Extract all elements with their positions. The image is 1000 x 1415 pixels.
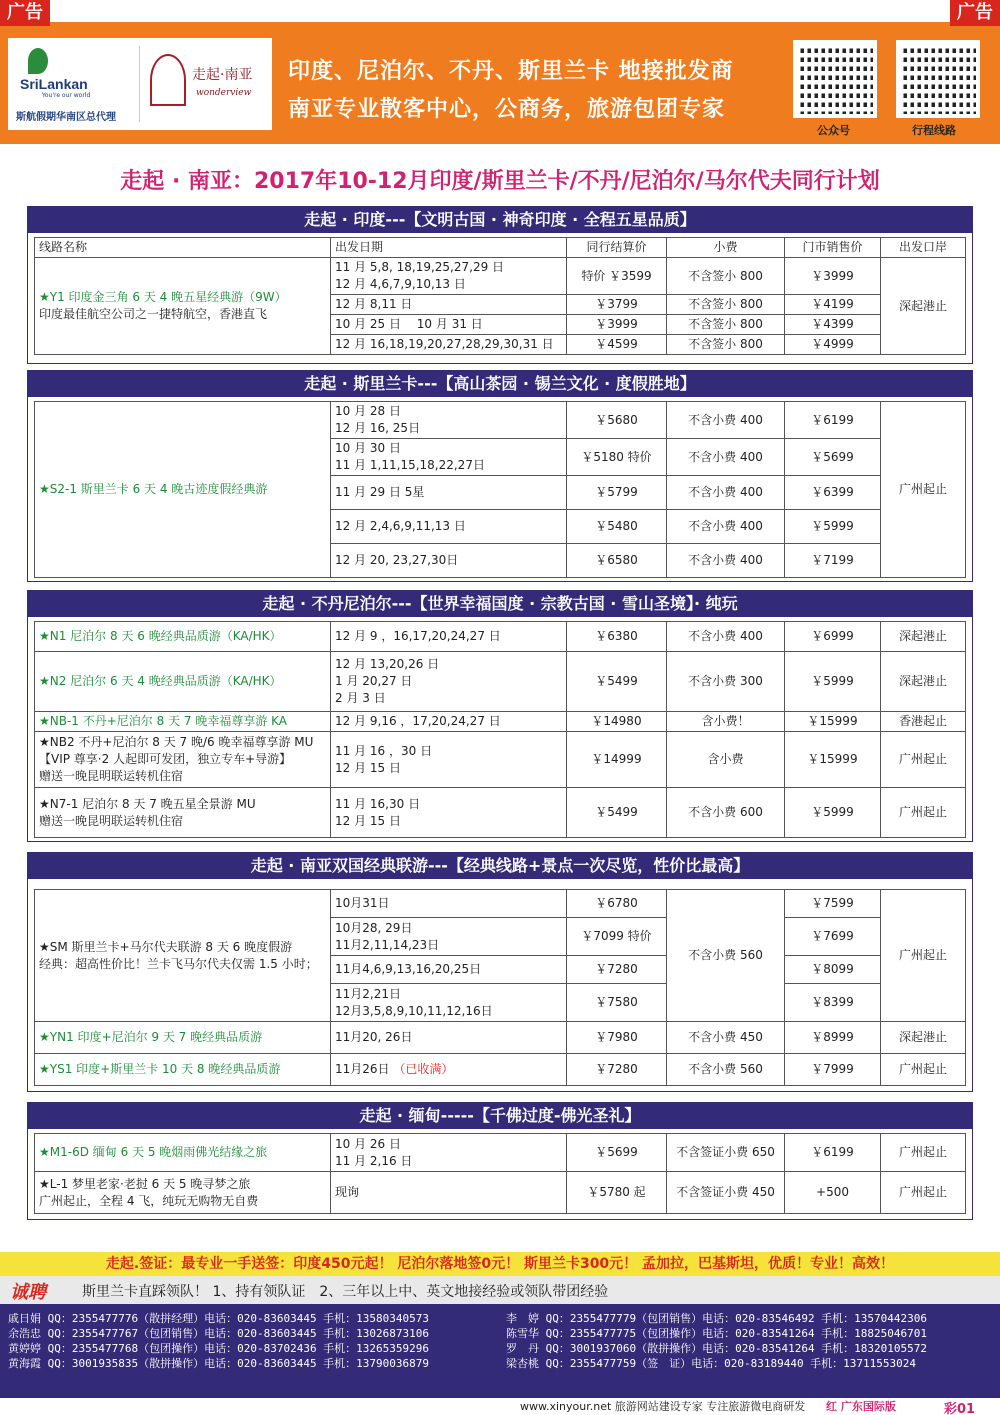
date-line: 10 月 26 日 xyxy=(335,1136,401,1151)
port-cell: 广州起止 xyxy=(881,788,966,838)
ad-label-right: 广告 xyxy=(950,0,1000,26)
date-line: 12月3,5,8,9,10,11,12,16日 xyxy=(335,1003,493,1018)
contacts-panel xyxy=(0,1304,1000,1398)
port-cell: 广州起止 xyxy=(881,1054,966,1086)
date-cell: 12 月 8,11 日 xyxy=(331,295,567,315)
route-cell[interactable] xyxy=(35,732,331,788)
retail-cell: ￥7199 xyxy=(785,544,881,578)
section-myanmar xyxy=(27,1102,973,1220)
col-header: 线路名称 xyxy=(35,238,331,258)
section-title: 走起 · 南亚双国经典联游---【经典线路+景点一次尽览，性价比最高】 xyxy=(28,853,972,879)
date-line: 1 月 20,27 日 xyxy=(335,674,413,688)
retail-cell: ￥8099 xyxy=(785,956,881,984)
port-cell: 深起港止 xyxy=(881,258,966,355)
tip-cell: 不含小费 560 xyxy=(667,890,785,1022)
table-row xyxy=(35,1054,966,1086)
tip-cell: 不含小费 450 xyxy=(667,1022,785,1054)
retail-cell: ￥15999 xyxy=(785,732,881,788)
price-cell: ￥7580 xyxy=(567,984,667,1022)
date-cell: 11 月 29 日 5星 xyxy=(331,476,567,510)
contact-row: 罗 丹 QQ：3001937060（散拼操作）电话：020-83541264 手机：18320105572 xyxy=(506,1342,928,1355)
retail-cell: ￥5699 xyxy=(785,439,881,476)
table-row xyxy=(35,788,966,838)
table-row xyxy=(35,622,966,652)
route-name[interactable]: ★N2 尼泊尔 6 天 4 晚经典品质游（KA/HK） xyxy=(35,652,331,712)
port-cell: 广州起止 xyxy=(881,1134,966,1172)
srilankan-tagline: You're our world xyxy=(42,92,91,99)
route-sub: 印度最佳航空公司之一捷特航空，香港直飞 xyxy=(39,307,268,321)
qr-icon xyxy=(797,44,873,114)
table-row xyxy=(35,1134,966,1172)
table-row xyxy=(35,712,966,732)
price-cell: ￥7099 特价 xyxy=(567,918,667,956)
route-name[interactable]: ★NB-1 不丹+尼泊尔 8 天 7 晚幸福尊享游 KA xyxy=(35,712,331,732)
main-title: 走起 · 南亚：2017年10-12月印度/斯里兰卡/不丹/尼泊尔/马尔代夫同行计划 xyxy=(120,169,880,194)
date-cell: 12 月 16,18,19,20,27,28,29,30,31 日 xyxy=(331,335,567,355)
date-line: 11 月 5,8, 18,19,25,27,29 日 xyxy=(335,260,505,274)
dual-table xyxy=(34,889,966,1086)
qr-code-routes[interactable] xyxy=(896,40,980,118)
route-name[interactable]: ★N1 尼泊尔 8 天 6 晚经典品质游（KA/HK） xyxy=(35,622,331,652)
wonderview-en: wonderview xyxy=(196,88,252,98)
wonderview-logo xyxy=(146,46,266,122)
full-note: （已收满） xyxy=(393,1062,454,1076)
price-cell: ￥5699 xyxy=(567,1134,667,1172)
route-name: ★NB2 不丹+尼泊尔 8 天 7 晚/6 晚幸福尊享游 MU xyxy=(39,735,314,749)
recruit-label: 诚聘 xyxy=(10,1282,46,1303)
col-header: 同行结算价 xyxy=(567,238,667,258)
date-cell: 12 月 2,4,6,9,11,13 日 xyxy=(331,510,567,544)
price-cell: ￥7280 xyxy=(567,956,667,984)
contact-row: 黄婷婷 QQ：2355477768（包团操作）电话：020-83702436 手机：13265359296 xyxy=(8,1342,430,1355)
route-name[interactable]: ★M1-6D 缅甸 6 天 5 晚烟雨佛光结缘之旅 xyxy=(35,1134,331,1172)
date-line: 11 月 16,30 日 xyxy=(335,796,421,811)
retail-cell: ￥5999 xyxy=(785,510,881,544)
slogan-line-2: 南亚专业散客中心，公商务，旅游包团专家 xyxy=(288,97,726,122)
tip-cell: 不含小费 600 xyxy=(667,788,785,838)
page-number: 彩01 xyxy=(944,1402,976,1415)
footer xyxy=(0,1398,1000,1415)
price-cell: ￥5499 xyxy=(567,788,667,838)
col-header: 门市销售价 xyxy=(785,238,881,258)
tip-cell: 不含小费 400 xyxy=(667,544,785,578)
table-row xyxy=(35,402,966,439)
date-line: 2 月 3 日 xyxy=(335,691,386,705)
contacts-right xyxy=(506,1310,927,1370)
table-row xyxy=(35,1022,966,1054)
section-srilanka xyxy=(27,370,973,582)
footer-site[interactable]: www.xinyour.net 旅游网站建设专家 专注旅游微电商研发 xyxy=(520,1400,806,1413)
srilankan-name: SriLankan xyxy=(20,76,88,92)
route-cell[interactable] xyxy=(35,788,331,838)
tip-cell: 含小费！ xyxy=(667,712,785,732)
agent-label: 斯航假期华南区总代理 xyxy=(16,112,116,123)
route-name[interactable]: ★S2-1 斯里兰卡 6 天 4 晚古迹度假经典游 xyxy=(35,402,331,578)
date-line: 12 月 15 日 xyxy=(335,813,401,828)
srilankan-logo xyxy=(14,46,140,122)
date-line: 10 月 28 日 xyxy=(335,404,401,418)
tip-cell: 不含小费 300 xyxy=(667,652,785,712)
price-cell: 特价 ￥3599 xyxy=(567,258,667,295)
retail-cell: ￥6999 xyxy=(785,622,881,652)
contacts-left xyxy=(8,1310,429,1370)
table-row xyxy=(35,652,966,712)
table-row xyxy=(35,732,966,788)
col-header: 小费 xyxy=(667,238,785,258)
retail-cell: ￥7599 xyxy=(785,890,881,918)
price-cell: ￥5780 起 xyxy=(567,1172,667,1214)
india-table xyxy=(34,237,966,355)
tip-cell: 不含签小 800 xyxy=(667,258,785,295)
date-cell: 现询 xyxy=(331,1172,567,1214)
date-cell xyxy=(331,402,567,439)
header-banner xyxy=(0,22,1000,144)
retail-cell: ￥7699 xyxy=(785,918,881,956)
date-line: 11月2,21日 xyxy=(335,986,401,1001)
tip-cell: 不含签小 800 xyxy=(667,335,785,355)
table-row xyxy=(35,258,966,295)
date-line: 10月28, 29日 xyxy=(335,920,413,935)
ad-label-left: 广告 xyxy=(0,0,50,26)
price-cell: ￥6780 xyxy=(567,890,667,918)
price-cell: ￥7980 xyxy=(567,1022,667,1054)
contact-row: 陈雪华 QQ：2355477775（包团操作）电话：020-83541264 手机：18825046701 xyxy=(506,1327,928,1340)
myanmar-table xyxy=(34,1133,966,1214)
price-cell: ￥5480 xyxy=(567,510,667,544)
date-line: 11 月 2,16 日 xyxy=(335,1153,413,1168)
price-cell: ￥5180 特价 xyxy=(567,439,667,476)
route-sub: 广州起止，全程 4 飞，纯玩无购物无自费 xyxy=(39,1193,259,1208)
taj-mahal-icon xyxy=(150,54,186,106)
port-cell: 广州起止 xyxy=(881,1172,966,1214)
date-line: 11 月 1,11,15,18,22,27日 xyxy=(335,458,485,472)
route-cell[interactable] xyxy=(35,1172,331,1214)
price-cell: ￥6380 xyxy=(567,622,667,652)
slogan-line-1: 印度、尼泊尔、不丹、斯里兰卡 地接批发商 xyxy=(288,59,734,84)
price-cell: ￥7280 xyxy=(567,1054,667,1086)
route-sub: 经典：超高性价比！兰卡飞马尔代夫仅需 1.5 小时； xyxy=(39,956,318,971)
port-cell: 深起港止 xyxy=(881,652,966,712)
retail-cell: ￥5999 xyxy=(785,652,881,712)
tip-cell: 不含签小 800 xyxy=(667,295,785,315)
date-cell xyxy=(331,652,567,712)
retail-cell: ￥8399 xyxy=(785,984,881,1022)
date-line: 10 月 30 日 xyxy=(335,441,401,455)
visa-banner: 走起.签证：最专业一手送签：印度450元起！ 尼泊尔落地签0元！ 斯里兰卡300元！ 孟加拉，巴基斯坦，优质！专业！高效！ xyxy=(0,1252,1000,1276)
retail-cell: ￥8999 xyxy=(785,1022,881,1054)
date-cell xyxy=(331,1134,567,1172)
contact-row: 黄海霞 QQ：3001935835（散拼操作）电话：020-83603445 手机：13790036879 xyxy=(8,1357,430,1370)
tip-cell: 不含小费 400 xyxy=(667,402,785,439)
qr-label-routes: 行程线路 xyxy=(912,124,956,137)
retail-cell: +500 xyxy=(785,1172,881,1214)
section-title: 走起 · 不丹尼泊尔---【世界幸福国度 · 宗教古国 · 雪山圣境】· 纯玩 xyxy=(28,591,972,617)
price-cell: ￥5680 xyxy=(567,402,667,439)
tip-cell: 不含小费 400 xyxy=(667,510,785,544)
route-sub: 赠送一晚昆明联运转机住宿 xyxy=(39,813,184,828)
qr-code-wechat[interactable] xyxy=(793,40,877,118)
date-cell xyxy=(331,258,567,295)
price-cell: ￥3799 xyxy=(567,295,667,315)
section-dual-country xyxy=(27,852,973,1092)
retail-cell: ￥6199 xyxy=(785,1134,881,1172)
qr-label-wechat: 公众号 xyxy=(817,124,850,137)
price-cell: ￥5499 xyxy=(567,652,667,712)
date-line: 11 月 16 ，30 日 xyxy=(335,743,433,758)
tip-cell: 不含签证小费 450 xyxy=(667,1172,785,1214)
route-name: ★Y1 印度金三角 6 天 4 晚五星经典游（9W） xyxy=(39,290,287,304)
recruit-bar xyxy=(0,1276,1000,1304)
tip-cell: 不含签证小费 650 xyxy=(667,1134,785,1172)
price-cell: ￥6580 xyxy=(567,544,667,578)
retail-cell: ￥5999 xyxy=(785,788,881,838)
date-cell xyxy=(331,439,567,476)
port-cell: 香港起止 xyxy=(881,712,966,732)
retail-cell: ￥3999 xyxy=(785,258,881,295)
date-cell: 12 月 20, 23,27,30日 xyxy=(331,544,567,578)
qr-icon xyxy=(900,44,976,114)
date-cell: 10月31日 xyxy=(331,890,567,918)
price-cell: ￥3999 xyxy=(567,315,667,335)
route-sub: 赠送一晚昆明联运转机住宿 xyxy=(39,769,184,783)
price-cell: ￥5799 xyxy=(567,476,667,510)
contact-row: 李 婷 QQ：2355477779（包团销售）电话：020-83546492 手机：13570442306 xyxy=(506,1312,928,1325)
section-bhutan-nepal xyxy=(27,590,973,842)
retail-cell: ￥4199 xyxy=(785,295,881,315)
route-name: ★L-1 梦里老家·老挝 6 天 5 晚寻梦之旅 xyxy=(39,1176,251,1191)
date-text: 11月26日 xyxy=(335,1062,390,1076)
retail-cell: ￥6199 xyxy=(785,402,881,439)
contact-row: 戚日娟 QQ：2355477776（散拼经理）电话：020-83603445 手机：13580340573 xyxy=(8,1312,430,1325)
date-cell xyxy=(331,984,567,1022)
tip-cell: 不含小费 560 xyxy=(667,1054,785,1086)
retail-cell: ￥7999 xyxy=(785,1054,881,1086)
route-sub: 【VIP 尊享·2 人起即可发团，独立专车+导游】 xyxy=(39,752,292,766)
date-cell xyxy=(331,788,567,838)
srilanka-table xyxy=(34,401,966,578)
recruit-text: 斯里兰卡直踩领队！ 1、持有领队证 2、三年以上中、英文地接经验或领队带团经验 xyxy=(82,1284,609,1300)
date-cell xyxy=(331,918,567,956)
col-header: 出发日期 xyxy=(331,238,567,258)
date-cell: 11月20, 26日 xyxy=(331,1022,567,1054)
port-cell: 深起港止 xyxy=(881,1022,966,1054)
port-cell: 深起港止 xyxy=(881,622,966,652)
tip-cell: 不含小费 400 xyxy=(667,622,785,652)
date-line: 11月2,11,14,23日 xyxy=(335,937,440,952)
date-cell xyxy=(331,732,567,788)
contact-row: 梁杏桃 QQ：2355477759（签 证）电话：020-83189440 手机：13711553024 xyxy=(506,1357,917,1370)
port-cell: 广州起止 xyxy=(881,890,966,1022)
date-line: 12 月 4,6,7,9,10,13 日 xyxy=(335,277,466,291)
section-title: 走起 · 缅甸-----【千佛过度-佛光圣礼】 xyxy=(28,1103,972,1129)
price-cell: ￥14999 xyxy=(567,732,667,788)
footer-edition: 红 广东国际版 xyxy=(826,1400,896,1413)
route-cell[interactable] xyxy=(35,258,331,355)
peacock-icon xyxy=(28,48,48,74)
table-row xyxy=(35,1172,966,1214)
tip-cell: 不含签小 800 xyxy=(667,315,785,335)
route-name[interactable]: ★YN1 印度+尼泊尔 9 天 7 晚经典品质游 xyxy=(35,1022,331,1054)
section-title: 走起 · 印度---【文明古国 · 神奇印度 · 全程五星品质】 xyxy=(28,207,972,233)
retail-cell: ￥15999 xyxy=(785,712,881,732)
route-name: ★N7-1 尼泊尔 8 天 7 晚五星全景游 MU xyxy=(39,796,256,811)
route-name: ★SM 斯里兰卡+马尔代夫联游 8 天 6 晚度假游 xyxy=(39,939,293,954)
price-cell: ￥4599 xyxy=(567,335,667,355)
contact-row: 余浩忠 QQ：2355477767（包团销售）电话：020-83603445 手机：13026873106 xyxy=(8,1327,430,1340)
section-india xyxy=(27,206,973,364)
wonderview-cn: 走起·南亚 xyxy=(192,67,253,83)
retail-cell: ￥6399 xyxy=(785,476,881,510)
tip-cell: 不含小费 400 xyxy=(667,439,785,476)
bhutan-table xyxy=(34,621,966,838)
tip-cell: 含小费 xyxy=(667,732,785,788)
date-cell: 11月4,6,9,13,16,20,25日 xyxy=(331,956,567,984)
date-line: 12 月 15 日 xyxy=(335,760,401,775)
date-line: 12 月 13,20,26 日 xyxy=(335,657,440,671)
table-row xyxy=(35,890,966,918)
port-cell: 广州起止 xyxy=(881,732,966,788)
date-cell xyxy=(331,1054,567,1086)
retail-cell: ￥4999 xyxy=(785,335,881,355)
date-line: 12 月 16, 25日 xyxy=(335,421,421,435)
col-header: 出发口岸 xyxy=(881,238,966,258)
route-cell[interactable] xyxy=(35,890,331,1022)
port-cell: 广州起止 xyxy=(881,402,966,578)
date-cell: 10 月 25 日 10 月 31 日 xyxy=(331,315,567,335)
route-name[interactable]: ★YS1 印度+斯里兰卡 10 天 8 晚经典品质游 xyxy=(35,1054,331,1086)
logo-area xyxy=(8,38,272,130)
date-cell: 12 月 9 ，16,17,20,24,27 日 xyxy=(331,622,567,652)
tip-cell: 不含小费 400 xyxy=(667,476,785,510)
retail-cell: ￥4399 xyxy=(785,315,881,335)
price-cell: ￥14980 xyxy=(567,712,667,732)
section-title: 走起 · 斯里兰卡---【高山茶园 · 锡兰文化 · 度假胜地】 xyxy=(28,371,972,397)
date-cell: 12 月 9,16 ，17,20,24,27 日 xyxy=(331,712,567,732)
